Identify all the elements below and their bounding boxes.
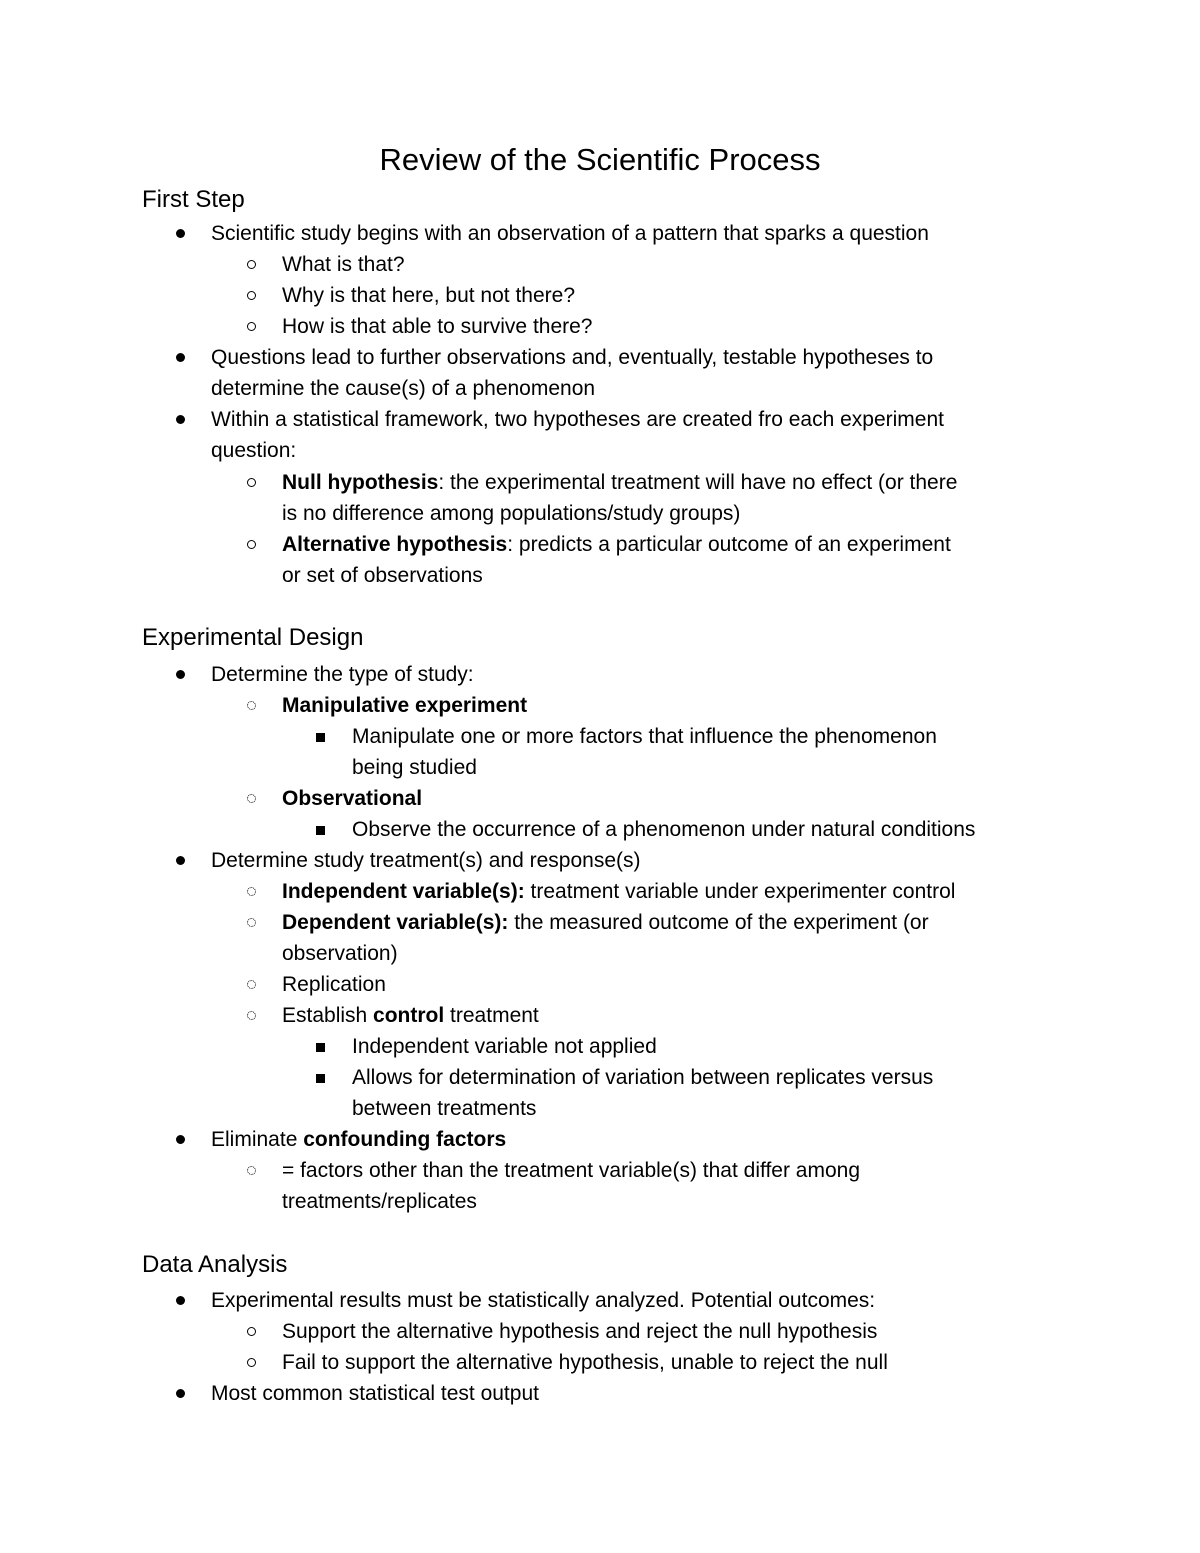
term-null-hypothesis: Null hypothesis xyxy=(282,471,439,494)
list-item-continuation: or set of observations xyxy=(282,564,483,587)
list-item: Independent variable not applied xyxy=(352,1035,657,1058)
definition-text: the measured outcome of the experiment (or xyxy=(508,911,929,934)
list-item: What is that? xyxy=(282,253,405,276)
definition-text: : predicts a particular outcome of an experiment xyxy=(507,533,951,556)
list-item: Determine study treatment(s) and response(s) xyxy=(211,849,641,872)
term-observational: Observational xyxy=(282,787,423,810)
definition-text: treatment variable under experimenter control xyxy=(524,880,956,903)
term-manipulative-experiment: Manipulative experiment xyxy=(282,694,528,717)
list-item: Manipulate one or more factors that influence the phenomenon xyxy=(352,725,937,748)
list-item-control xyxy=(282,1000,539,1031)
list-item-continuation: treatments/replicates xyxy=(282,1190,477,1213)
list-item: = factors other than the treatment variable(s) that differ among xyxy=(282,1159,861,1182)
term-confounding-factors: confounding factors xyxy=(303,1128,507,1151)
list-item xyxy=(282,690,527,721)
list-item-alternative-hypothesis xyxy=(282,529,951,560)
list-item: Why is that here, but not there? xyxy=(282,284,575,307)
list-item-continuation: between treatments xyxy=(352,1097,537,1120)
list-item: Determine the type of study: xyxy=(211,663,474,686)
text-fragment: treatment xyxy=(444,1004,539,1027)
list-item: Most common statistical test output xyxy=(211,1382,539,1405)
list-item: How is that able to survive there? xyxy=(282,315,593,338)
document-title: Review of the Scientific Process xyxy=(379,142,821,177)
term-independent-variable: Independent variable(s): xyxy=(282,880,525,903)
list-item: Experimental results must be statistically analyzed. Potential outcomes: xyxy=(211,1289,876,1312)
list-item: Within a statistical framework, two hypotheses are created fro each experiment xyxy=(211,408,944,431)
list-item: Questions lead to further observations and, eventually, testable hypotheses to xyxy=(211,346,934,369)
list-item: Support the alternative hypothesis and reject the null hypothesis xyxy=(282,1320,878,1343)
term-control: control xyxy=(373,1004,445,1027)
list-item: Allows for determination of variation between replicates versus xyxy=(352,1066,934,1089)
list-item-confounding xyxy=(211,1124,506,1155)
list-item-continuation: observation) xyxy=(282,942,398,965)
list-item-continuation: question: xyxy=(211,439,297,462)
list-item: Fail to support the alternative hypothesis, unable to reject the null xyxy=(282,1351,888,1374)
heading-first-step: First Step xyxy=(142,186,245,213)
text-fragment: Eliminate xyxy=(211,1128,304,1151)
list-item: Observe the occurrence of a phenomenon under natural conditions xyxy=(352,818,976,841)
list-item-independent-variable xyxy=(282,876,955,907)
term-alternative-hypothesis: Alternative hypothesis xyxy=(282,533,508,556)
heading-experimental-design: Experimental Design xyxy=(142,624,364,651)
list-item xyxy=(282,783,422,814)
list-item: Replication xyxy=(282,973,386,996)
list-item-dependent-variable xyxy=(282,907,929,938)
list-item: Scientific study begins with an observation of a pattern that sparks a question xyxy=(211,222,929,245)
term-dependent-variable: Dependent variable(s): xyxy=(282,911,509,934)
list-item-null-hypothesis xyxy=(282,467,957,498)
list-item-continuation: determine the cause(s) of a phenomenon xyxy=(211,377,596,400)
list-item-continuation: being studied xyxy=(352,756,477,779)
heading-data-analysis: Data Analysis xyxy=(142,1251,288,1278)
text-fragment: Establish xyxy=(282,1004,374,1027)
list-item-continuation: is no difference among populations/study groups) xyxy=(282,502,741,525)
definition-text: : the experimental treatment will have no effect (or there xyxy=(438,471,958,494)
